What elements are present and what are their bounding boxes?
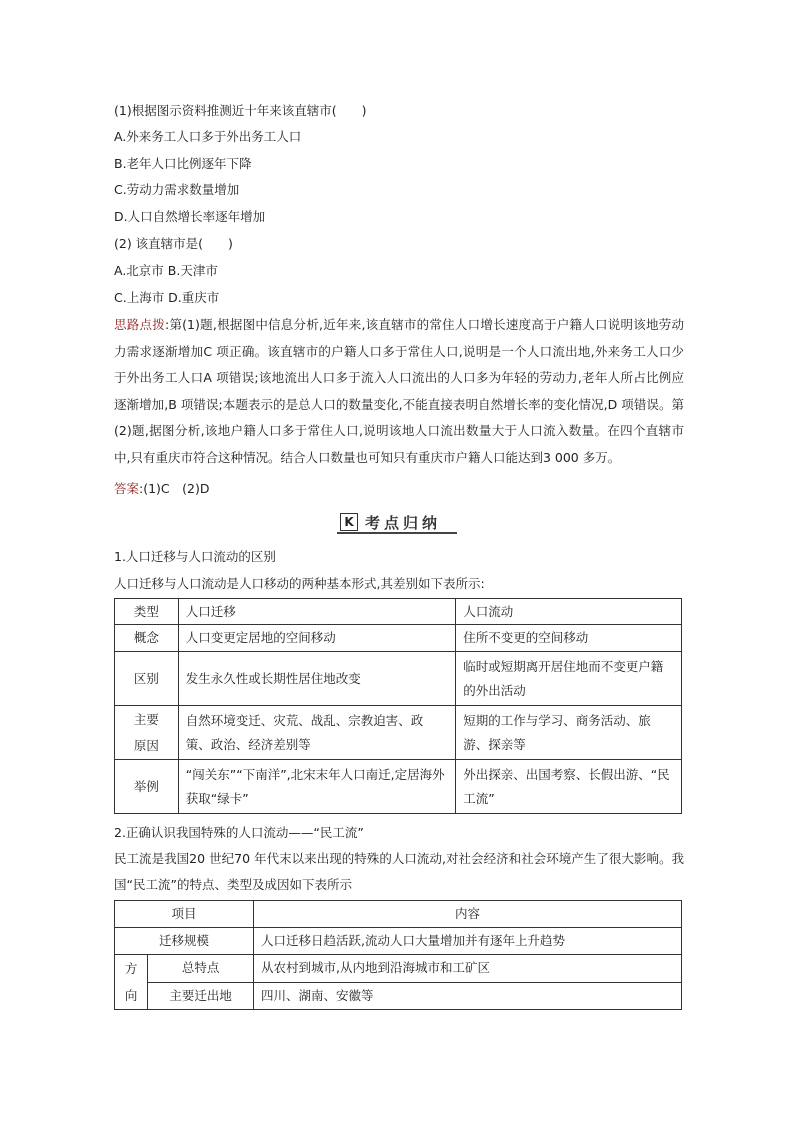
row-label-text: 主要原因 — [133, 711, 159, 753]
cell: “闯关东”“下南洋”,北宋末年人口南迁,定居海外获取“绿卡” — [178, 760, 455, 814]
table-header-row — [115, 901, 682, 928]
question-1: (1)根据图示资料推测近十年来该直辖市( ) — [114, 103, 367, 118]
section1-intro: 人口迁移与人口流动是人口移动的两种基本形式,其差别如下表所示: — [114, 576, 485, 591]
answer-text: :(1)C (2)D — [139, 481, 210, 496]
table-row — [115, 928, 682, 955]
hint-paragraph — [114, 312, 684, 471]
q2-options-ab: A.北京市 B.天津市 — [114, 263, 218, 278]
cell: 自然环境变迁、灾荒、战乱、宗教迫害、政策、政治、经济差别等 — [178, 706, 455, 760]
row-label: 区别 — [115, 652, 179, 706]
table-header-row — [115, 599, 682, 625]
table-row — [115, 625, 682, 652]
hint-text: :第(1)题,根据图中信息分析,近年来,该直辖市的常住人口增长速度高于户籍人口说明该地劳动力需求逐渐增加C 项正确。该直辖市的户籍人口多于常住人口,说明是一个人口流出地,外来务工人口少于外出务工人口A 项错误;该地流出人口多于流入人口流出的人口多为年轻的劳动力,老年人所占比例应逐渐增加,B 项错误;本题表示的是总人口的数量变化,不能直接表明自然增长率的变化情况,D 项错误。第(2)题,据图分析,该地户籍人口多于常住人口,说明该地人口流出数量大于人口流入数量。在四个直辖市中,只有重庆市符合这种情况。结合人口数量也可知只有重庆市户籍人口能达到3 000 多万。 — [114, 317, 684, 465]
direction-label — [115, 955, 148, 1010]
cell: 人口变更定居地的空间移动 — [178, 625, 455, 652]
header-migration: 人口迁移 — [178, 599, 455, 625]
q1-option-d: D.人口自然增长率逐年增加 — [114, 209, 266, 224]
q1-option-c: C.劳动力需求数量增加 — [114, 182, 240, 197]
header-type: 类型 — [115, 599, 179, 625]
question-2: (2) 该直辖市是( ) — [114, 236, 233, 251]
section1-heading: 1.人口迁移与人口流动的区别 — [114, 549, 276, 564]
cell: 人口迁移日趋活跃,流动人口大量增加并有逐年上升趋势 — [254, 928, 682, 955]
row-label: 概念 — [115, 625, 179, 652]
cell: 短期的工作与学习、商务活动、旅游、探亲等 — [456, 706, 682, 760]
table-row — [115, 982, 682, 1010]
table-row — [115, 652, 682, 706]
hint-label: 思路点拨 — [114, 317, 165, 332]
q1-option-a: A.外来务工人口多于外出务工人口 — [114, 129, 302, 144]
table-row — [115, 706, 682, 760]
section-banner — [337, 511, 457, 533]
answer-line — [114, 481, 210, 497]
direction-label-text: 方向 — [124, 961, 138, 1003]
cell: 住所不变更的空间移动 — [456, 625, 682, 652]
answer-label: 答案 — [114, 481, 140, 496]
table-row — [115, 760, 682, 814]
cell: 临时或短期离开居住地而不变更户籍的外出活动 — [456, 652, 682, 706]
section2-intro: 民工流是我国20 世纪70 年代末以来出现的特殊的人口流动,对社会经济和社会环境产生了很大影响。我国“民工流”的特点、类型及成因如下表所示 — [114, 851, 684, 892]
row-label: 迁移规模 — [115, 928, 254, 955]
banner-underline — [337, 532, 457, 534]
cell: 从农村到城市,从内地到沿海城市和工矿区 — [254, 955, 682, 983]
row-label: 总特点 — [148, 955, 254, 983]
q2-options-cd: C.上海市 D.重庆市 — [114, 290, 220, 305]
section-title: 考点归纳 — [365, 514, 442, 532]
row-label: 主要迁出地 — [148, 982, 254, 1010]
section2-heading: 2.正确认识我国特殊的人口流动——“民工流” — [114, 825, 364, 840]
cell: 外出探亲、出国考察、长假出游、“民工流” — [456, 760, 682, 814]
table-row — [115, 955, 682, 983]
header-flow: 人口流动 — [456, 599, 682, 625]
cell: 发生永久性或长期性居住地改变 — [178, 652, 455, 706]
row-label — [115, 706, 179, 760]
migration-vs-flow-table — [114, 598, 682, 814]
header-content: 内容 — [254, 901, 682, 928]
k-badge-icon: K — [340, 513, 358, 531]
migrant-worker-table — [114, 900, 682, 1010]
cell: 四川、湖南、安徽等 — [254, 982, 682, 1010]
row-label: 举例 — [115, 760, 179, 814]
q1-option-b: B.老年人口比例逐年下降 — [114, 156, 252, 171]
header-item: 项目 — [115, 901, 254, 928]
